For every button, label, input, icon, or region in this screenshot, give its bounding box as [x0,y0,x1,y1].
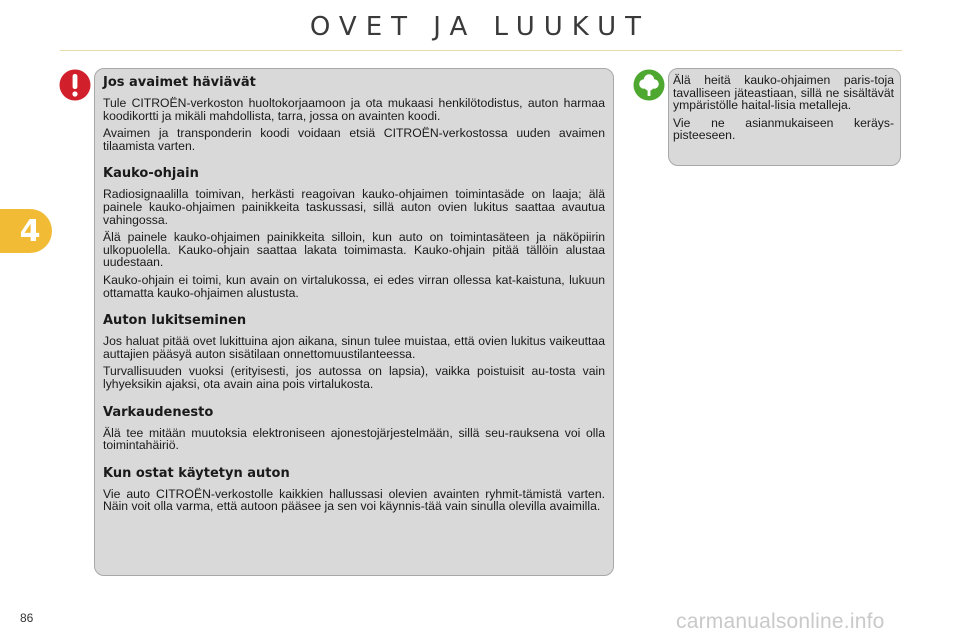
section-remote-control [103,166,605,299]
section-heading: Auton lukitseminen [103,313,247,329]
tree-icon [633,69,665,101]
section-heading: Kauko-ohjain [103,166,199,182]
page-number: 86 [20,611,34,625]
paragraph: Turvallisuuden vuoksi (erityisesti, jos autossa on lapsia), vaikka poistuisit au-tosta vain lyhyeksikin ajaksi, ota avain aina pois virtalukosta. [103,364,605,391]
page-title: OVET JA LUUKUT [309,12,651,42]
paragraph: Älä heitä kauko-ohjaimen paris-toja tavalliseen jäteastiaan, sillä ne sisältävät ympäristölle haital-lisia metalleja. [673,73,894,113]
paragraph: Avaimen ja transponderin koodi voidaan etsiä CITROËN-verkostossa uuden avaimen tilaamista varten. [103,126,605,153]
section-heading: Varkaudenesto [103,404,214,420]
paragraph: Tule CITROËN-verkoston huoltokorjaamoon ja ota mukaasi henkilötodistus, auton harmaa koodikortti ja mikäli mahdollista, tarra, jossa on avainten koodi. [103,96,605,123]
paragraph: Älä tee mitään muutoksia elektroniseen ajonestojärjestelmään, sillä seu-rauksena voi olla toimintahäiriö. [103,425,605,453]
chapter-number: 4 [19,213,41,249]
title-divider [60,50,902,51]
watermark: carmanualsonline.info [676,610,885,633]
paragraph: Vie ne asianmukaiseen keräys-pisteeseen. [673,115,894,143]
section-immobiliser [103,405,605,452]
section-used-car [103,466,605,513]
paragraph: Radiosignaalilla toimivan, herkästi reagoivan kauko-ohjaimen toimintasäde on laaja; älä painele kauko-ohjaimen painikkeita taskussasi, sillä auton ovien lukitus saattaa avautua vahingossa. [103,187,605,227]
section-lost-keys [103,75,605,152]
paragraph: Vie auto CITROËN-verkostolle kaikkien hallussasi olevien avainten ryhmit-tämistä varten. Näin voit olla varma, että autoon pääsee ja sen voi käynnis-tää vain sinulla olevilla avaimilla. [103,486,605,514]
eco-note-panel [668,68,901,166]
section-heading: Kun ostat käytetyn auton [103,465,290,481]
section-heading: Jos avaimet häviävät [103,75,256,90]
paragraph: Jos haluat pitää ovet lukittuina ajon aikana, sinun tulee muistaa, että ovien lukitus vaikeuttaa auttajien pääsyä auton sisätilaan onnettomuustilanteessa. [103,334,605,361]
chapter-tab[interactable] [0,209,52,253]
section-locking [103,313,605,390]
main-info-panel [94,68,614,576]
exclamation-icon [59,69,91,101]
paragraph: Älä painele kauko-ohjaimen painikkeita silloin, kun auto on toimintasäteen ja näköpiirin ulkopuolella. Kauko-ohjain saattaa lakata toimimasta. Kauko-ohjain pitää tällöin alustaa uudestaan. [103,230,605,270]
paragraph: Kauko-ohjain ei toimi, kun avain on virtalukossa, ei edes virran ollessa kat-kaistuna, lukuun ottamatta kauko-ohjaimen alustusta. [103,272,605,300]
